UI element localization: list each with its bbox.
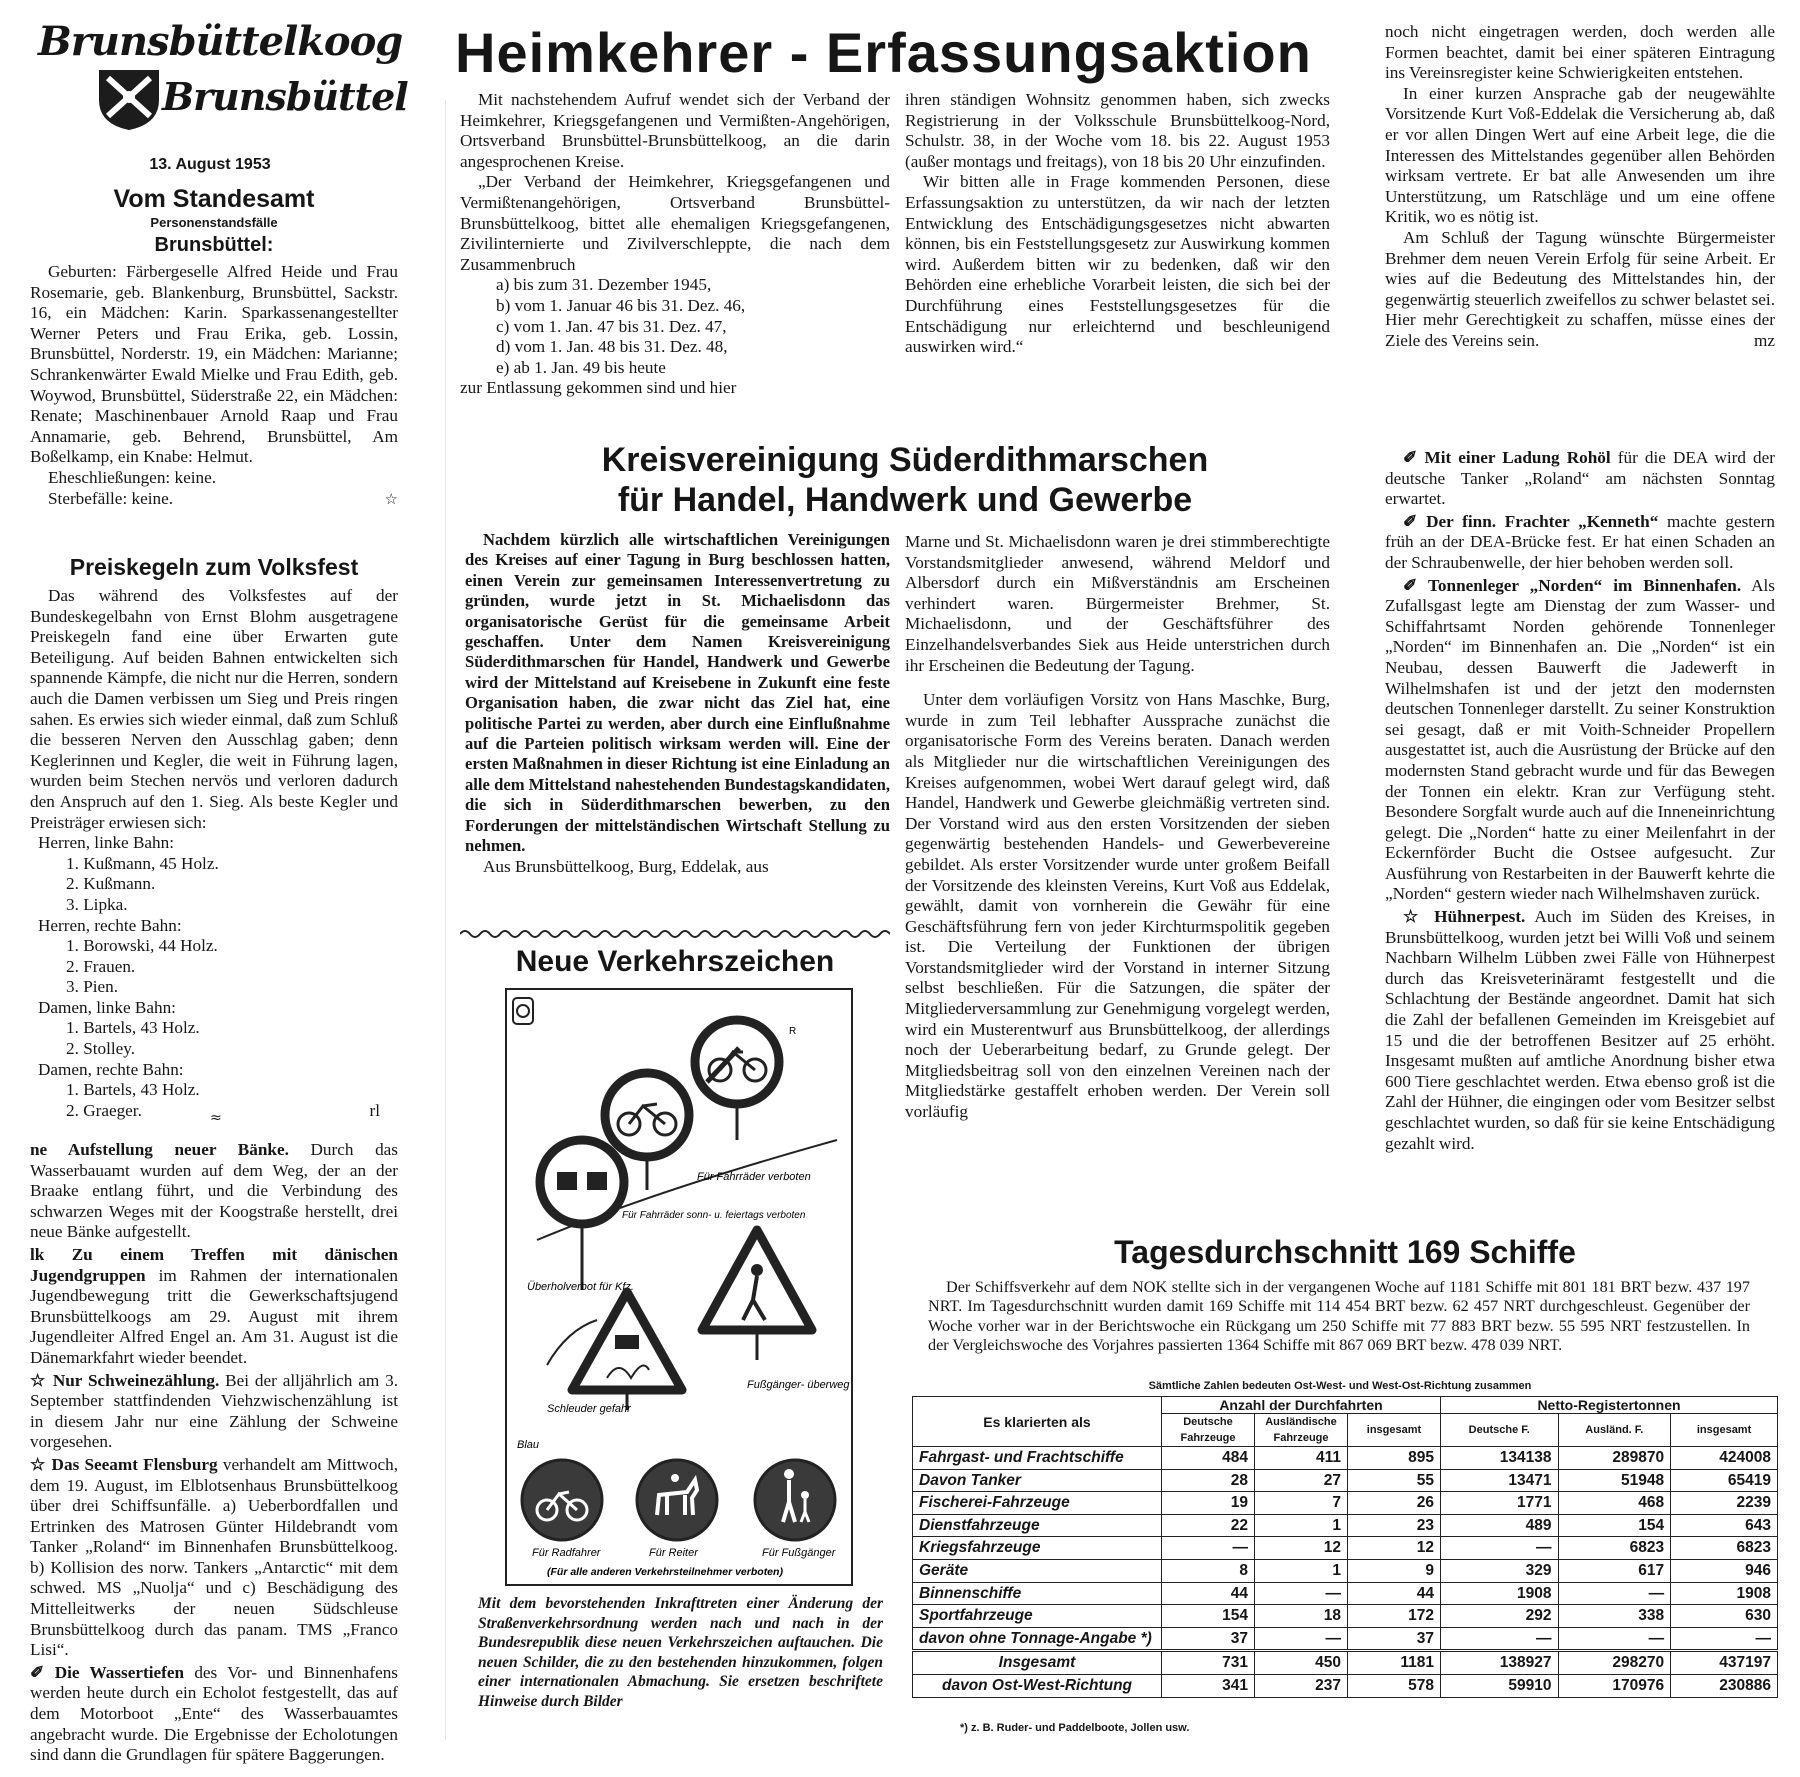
- table-subheader: Deutsche F.: [1441, 1414, 1559, 1447]
- news-item: [30, 1140, 398, 1243]
- table-row-label: Sportfahrzeuge: [913, 1605, 1162, 1628]
- schiffe-body-text: Der Schiffsverkehr auf dem NOK stellte sich in der vergangenen Woche auf 1181 Schiffe mit 801 181 BRT bezw. 437 197 NRT. Im Tagesdurchschnitt wurden damit 169 Schiffe mit 114 454 BRT bezw. 62 457 NRT durchgeschleust. Gegenüber der Woche vorher war in der Berichtswoche ein Rückgang um 250 Schiffe mit 77 883 BRT bezw. 55 595 NRT festzustellen. In der Vergleichswoche des Vorjahres passierten 1364 Schiffe mit 867 069 BRT bezw. 478 039 NRT.: [928, 1278, 1750, 1355]
- table-header-group: Anzahl der Durchfahrten: [1162, 1397, 1441, 1414]
- table-cell: 450: [1255, 1651, 1348, 1675]
- table-subheader: Deutsche Fahrzeuge: [1162, 1414, 1255, 1447]
- table-cell: 9: [1348, 1559, 1441, 1582]
- sign-label: Blau: [517, 1439, 540, 1451]
- news-item-text: verhandelt am Mittwoch, dem 19. August, im Elblotsenhaus Brunsbüttelkoog über drei Schiffsunfälle. a) Ueberbordfallen und Ertrinken des Matrosen Günter Hildebrandt vom Tanker „Roland“ im Binnenhafen Brunsbüttelkoog. b) Kollision des norw. Tankers „Antarctic“ mit dem schwed. MS „Nuolja“ und c) Beschädigung des Mittelleitwerks der neuen Südschleuse Brunsbüttelkoog durch das panam. TMS „Franco Lisi“.: [30, 1454, 398, 1660]
- table-cell: 484: [1162, 1447, 1255, 1470]
- table-row: [913, 1447, 1778, 1470]
- kreisverein-col2: [905, 532, 1330, 1123]
- table-cell: 341: [1162, 1674, 1255, 1697]
- table-cell: 424008: [1671, 1447, 1778, 1470]
- masthead: [30, 18, 408, 136]
- table-row-label: davon Ost-West-Richtung: [913, 1674, 1162, 1697]
- table-cell: 1908: [1441, 1582, 1559, 1605]
- standesamt-deaths: [30, 489, 398, 510]
- heimkehrer-intro: Mit nachstehendem Aufruf wendet sich der Verband der Heimkehrer, Kriegsgefangenen und Vermißten-Angehörigen, Ortsverband Brunsbüttel-Brunsbüttelkoog, an die darin angesprochenen Kreise.: [460, 90, 890, 171]
- footpath-sign-icon: [755, 1460, 835, 1540]
- table-cell: 489: [1441, 1514, 1559, 1537]
- kegeln-group-label: Damen, rechte Bahn:: [38, 1059, 184, 1079]
- sign-label: Für Radfahrer: [532, 1547, 601, 1559]
- table-cell: 55: [1348, 1469, 1441, 1492]
- masthead-line1: Brunsbüttelkoog: [38, 18, 403, 65]
- table-cell: 154: [1558, 1514, 1671, 1537]
- news-item-lead: ✐ Die Wassertiefen: [30, 1662, 185, 1682]
- table-row-label: Fischerei-Fahrzeuge: [913, 1492, 1162, 1515]
- table-cell: 437197: [1671, 1651, 1778, 1675]
- table-row: [913, 1492, 1778, 1515]
- kegeln-group-label: Herren, linke Bahn:: [38, 833, 175, 853]
- table-cell: 338: [1558, 1605, 1671, 1628]
- table-cell: 27: [1255, 1469, 1348, 1492]
- schiffe-table-wrap: [912, 1396, 1778, 1698]
- table-cell: —: [1255, 1627, 1348, 1651]
- table-cell: 468: [1558, 1492, 1671, 1515]
- table-cell: —: [1255, 1582, 1348, 1605]
- kreisverein-header: [455, 440, 1355, 520]
- right-top-sign: mz: [1754, 330, 1775, 350]
- table-subheader: insgesamt: [1671, 1414, 1778, 1447]
- table-cell: 44: [1348, 1582, 1441, 1605]
- table-cell: —: [1441, 1627, 1559, 1651]
- table-row: [913, 1582, 1778, 1605]
- kegeln-result: 2. Frauen.: [66, 956, 136, 976]
- kegeln-result: 1. Bartels, 43 Holz.: [66, 1018, 200, 1038]
- kegeln-group-label: Herren, rechte Bahn:: [38, 915, 182, 935]
- table-row-label: Dienstfahrzeuge: [913, 1514, 1162, 1537]
- news-item-lead: ☆ Nur Schweinezählung.: [30, 1370, 220, 1390]
- table-cell: 65419: [1671, 1469, 1778, 1492]
- news-item-lead: ne Aufstellung neuer Bänke.: [30, 1140, 289, 1159]
- right-top-p3: [1385, 228, 1775, 352]
- table-cell: 1: [1255, 1514, 1348, 1537]
- kegeln-results: [30, 833, 398, 1121]
- table-row: [913, 1605, 1778, 1628]
- schiffe-title: Tagesdurchschnitt 169 Schiffe: [1114, 1234, 1576, 1270]
- news-item-text: Als Zufallsgast legte am Dienstag der zum Wasser- und Schiffahrtsamt Norden gehörende Tonnenleger „Norden“ im Binnenhafen an. Die „Norden“ ist ein Neubau, dessen Bauwerft die Jadewerft in Wilhelmshafen ist und der jetzt den modernsten deutschen Tonnenleger darstellt. Zu seiner Konstruktion sei gesagt, daß er mit Voith-Schneider Propellern ausgestattet ist, auch die Ausrüstung der Brücke auf den modernsten Stand gebracht wurde und für das Bewegen der Tonnen ein elektr. Kran zur Verfügung steht. Besondere Sorgfalt wurde auch auf die Inneneinrichtung gelegt. Die „Norden“ hatte zu einer Meilenfahrt in der Eckernförder Bucht die Ostsee aufgesucht. Zur Ausführung von Restarbeiten in der Bauwerft kehrte die „Norden“ gestern wieder nach Wilhelmshaven zurück.: [1385, 575, 1775, 904]
- heimkehrer-date: c) vom 1. Jan. 47 bis 31. Dez. 47,: [496, 316, 727, 336]
- table-cell: 237: [1255, 1674, 1348, 1697]
- table-cell: 44: [1162, 1582, 1255, 1605]
- news-item: [30, 1245, 398, 1369]
- table-cell: 37: [1162, 1627, 1255, 1651]
- table-cell: 12: [1255, 1537, 1348, 1560]
- table-cell: 289870: [1558, 1447, 1671, 1470]
- heimkehrer-col2: [905, 90, 1330, 358]
- table-cell: 13471: [1441, 1469, 1559, 1492]
- news-item: [30, 1663, 398, 1766]
- news-item-text: des Vor- und Binnenhafens werden heute durch ein Echolot festgestellt, das auf dem Motorboot „Ente“ des Wasserbauamtes angebracht wurde. Die Ergebnisse der Echolotungen sind dann die Grundlagen für spätere Baggerungen.: [30, 1662, 398, 1765]
- table-cell: 51948: [1558, 1469, 1671, 1492]
- table-cell: 22: [1162, 1514, 1255, 1537]
- table-row: [913, 1559, 1778, 1582]
- news-item-text: für die DEA wird der deutsche Tanker „Roland“ am nächsten Sonntag erwartet.: [1385, 448, 1775, 509]
- kreisverein-p2: Unter dem vorläufigen Vorsitz von Hans Maschke, Burg, wurde in zum Teil lebhafter Aussprache zunächst die organisatorische Form des Vereins beraten. Danach werden als Mitglieder nur die wirtschaftlichen Vereinigungen des Kreises aufgenommen, wobei Wert darauf gelegt wird, daß Handel, Handwerk und Gewerbe gleichmäßig vertreten sind. Der Vorstand wird aus den ersten Vorsitzenden der sieben gegenwärtig bestehenden Handels- und Gewerbevereine gebildet. Als erster Vorsitzender wurde unter großem Beifall der Vorsitzende des kleinsten Vereins, Kurt Voß aus Eddelak, gewählt, damit von vornherein die Gewähr für eine Geschäftsführung fern von jeder Kirchturmspolitik gegeben ist. Die Verteilung der Funktionen der übrigen Vorstandsmitglieder wird der Vorstand in interner Sitzung selbst beschließen. Für die Satzungen, die später der Mitgliederversammlung zur Genehmigung vorgelegt werden, wird ein Musterentwurf aus Brunsbüttelkoog, der allerdings noch der Ueberarbeitung bedarf, zu Grunde gelegt. Der Mitgliedsbeitrag soll von den einzelnen Vereinen nach der Mitgliedstärke gestaffelt erhoben werden. Der Verein soll vorläufig: [905, 690, 1330, 1122]
- masthead-date: 13. August 1953: [149, 156, 271, 173]
- news-item-lead: ☆ Hühnerpest.: [1403, 907, 1526, 927]
- sign-label: Fußgänger- überweg: [747, 1379, 850, 1391]
- news-item-text: im Rahmen der internationalen Jugendbewegung tritt die Gewerkschaftsjugend Brunsbüttelkoogs am 29. August mit ihrem Jugendleiter Alfred Engel an. Am 31. August ist die Dänemarkfahrt wieder beendet.: [30, 1265, 398, 1367]
- table-row: [913, 1469, 1778, 1492]
- news-item: [1385, 512, 1775, 574]
- right-news-section: [1385, 448, 1775, 1154]
- heimkehrer-col2b: Wir bitten alle in Frage kommenden Personen, diese Erfassungsaktion zu unterstützen, da wir nach der letzten Entwicklung des Entschädigungsgesetzes nicht abwarten können, bis ein Feststellungsgesetz zur Auswirkung kommen wird. Außerdem bitten wir zu bedenken, daß wir den Behörden eine erhebliche Vorarbeit leisten, die sich bei der Durchführung eines Feststellungsgesetzes für die Entschädigung nur erleichternd und beschleunigend auswirken wird.“: [905, 172, 1330, 357]
- schiffe-body: [928, 1278, 1750, 1356]
- kegeln-body: Das während des Volksfestes auf der Bundeskegelbahn von Ernst Blohm ausgetragene Preiskegeln fand eine über Erwarten gute Beteiligung. Auf beiden Bahnen entwickelten sich spannende Kämpfe, die nicht nur die Herren, sondern auch die Damen verbissen um Sieg und Preis ringen sahen. Es erwies sich wieder einmal, daß zum Schluß die besseren Nerven den Ausschlag gaben; denn Keglerinnen und Kegler, die weit in Führung lagen, wurden beim Stechen nervös und verloren dadurch den Anspruch auf den 1. Sieg. Als beste Kegler und Preisträger erwiesen sich:: [30, 586, 398, 832]
- kegeln-result: 1. Bartels, 43 Holz.: [66, 1080, 200, 1100]
- table-cell: 329: [1441, 1559, 1559, 1582]
- kegeln-result: 1. Borowski, 44 Holz.: [66, 936, 218, 956]
- heimkehrer-col1: [460, 90, 890, 399]
- table-cell: —: [1558, 1627, 1671, 1651]
- moped-sign-icon: [605, 1073, 689, 1157]
- table-cell: 1181: [1348, 1651, 1441, 1675]
- table-subheader: Ausländische Fahrzeuge: [1255, 1414, 1348, 1447]
- schiffe-table: [912, 1396, 1778, 1698]
- table-cell: 7: [1255, 1492, 1348, 1515]
- news-item-lead: ☆ Das Seeamt Flensburg: [30, 1454, 218, 1474]
- heimkehrer-col2a: ihren ständigen Wohnsitz genommen haben, sich zwecks Registrierung in der Volksschule Brunsbüttelkoog-Nord, Schulstr. 38, in der Woche vom 18. bis 22. August 1953 (außer montags und freitags), von 18 bis 20 Uhr einzufinden.: [905, 90, 1330, 171]
- table-cell: 895: [1348, 1447, 1441, 1470]
- table-cell: 28: [1162, 1469, 1255, 1492]
- news-item-text: Bei der alljährlich am 3. September stattfindenden Viehzwischenzählung ist in diesem Jahr nur eine Zählung der Schweine vorgesehen.: [30, 1370, 398, 1452]
- kegeln-group-label: Damen, linke Bahn:: [38, 997, 176, 1017]
- sign-note: R: [789, 1026, 797, 1037]
- table-cell: 37: [1348, 1627, 1441, 1651]
- table-cell: 1908: [1671, 1582, 1778, 1605]
- standesamt-subtitle: Personenstandsfälle: [150, 215, 278, 230]
- right-top-p1: noch nicht eingetragen werden, doch werden alle Formen beachtet, damit bei einer späteren Eintragung ins Vereinsregister keine Schwierigkeiten entstehen.: [1385, 22, 1775, 83]
- table-row-label: Insgesamt: [913, 1651, 1162, 1675]
- kegeln-group-list: [30, 854, 398, 916]
- table-cell: 292: [1441, 1605, 1559, 1628]
- table-cell: 1: [1255, 1559, 1348, 1582]
- kreisverein-lead-end: Aus Brunsbüttelkoog, Burg, Eddelak, aus: [483, 856, 769, 876]
- table-row-label: Kriegsfahrzeuge: [913, 1537, 1162, 1560]
- heimkehrer-date: a) bis zum 31. Dezember 1945,: [496, 275, 712, 295]
- news-item-lead: ✐ Der finn. Frachter „Kenneth“: [1403, 511, 1659, 531]
- table-cell: 617: [1558, 1559, 1671, 1582]
- table-cell: 8: [1162, 1559, 1255, 1582]
- kreisverein-lead: Nachdem kürzlich alle wirtschaftlichen Vereinigungen des Kreises auf einer Tagung in Burg beschlossen hatten, einen Verein zur gemeinsamen Interessenvertretung zu gründen, wurde jetzt in St. Michaelisdonn das organisatorische Gerüst für die gemeinsame Arbeit geschaffen. Unter dem Namen Kreisvereinigung Süderdithmarschen für Handel, Handwerk und Gewerbe wird der Mittelstand auf Kreisebene in Zukunft eine feste Organisation haben, die zwar nicht das Ziel hat, eine politische Partei zu werden, aber durch eine Einflußnahme auf die Parteien politisch wirksam werden will. Eine der ersten Maßnahmen in dieser Richtung ist eine Einladung an alle dem Mittelstand nahestehenden Bundestagskandidaten, die sich in Süderdithmarschen bewerben, zu den Forderungen der mittelständischen Wirtschaft Stellung zu nehmen.: [465, 530, 890, 856]
- kegeln-result: 2. Stolley.: [66, 1039, 136, 1059]
- table-row-label: Davon Tanker: [913, 1469, 1162, 1492]
- news-item: [30, 1455, 398, 1661]
- news-item: [30, 1371, 398, 1453]
- table-cell: 134138: [1441, 1447, 1559, 1470]
- kegeln-result: 3. Pien.: [66, 977, 119, 997]
- kreisverein-title2: für Handel, Handwerk und Gewerbe: [617, 481, 1193, 519]
- table-cell: 6823: [1671, 1537, 1778, 1560]
- standesamt-births: Geburten: Färbergeselle Alfred Heide und Frau Rosemarie, geb. Blankenburg, Brunsbüttel, Sackstr. 16, ein Mädchen: Karin. Sparkassenangestellter Werner Peters und Frau Erika, geb. Lossin, Brunsbüttel, Norderstr. 19, ein Mädchen: Marianne; Schrankenwärter Ewald Mielke und Frau Edith, geb. Woywod, Brunsbüttel, Süderstraße 22, ein Mädchen: Renate; Maschinenbauer Arnold Raap und Frau Annamarie, geb. Behrend, Brunsbüttel, Am Boßelkamp, ein Knabe: Helmut.: [30, 262, 398, 467]
- heimkehrer-dates: [460, 275, 890, 378]
- kreisverein-p1: Marne und St. Michaelisdonn waren je drei stimmberechtigte Vorstandsmitglieder anwesend, während Meldorf und Albersdorf durch ein Mißverständnis am Erscheinen verhindert waren. Bürgermeister Brehmer, St. Michaelisdonn, und der Geschäftsführer des Einzelhandelsverbandes Siek aus Heide unterstrichen durch ihr Erscheinen die Bedeutung der Tagung.: [905, 532, 1330, 675]
- table-cell: 1771: [1441, 1492, 1559, 1515]
- coat-of-arms-icon: [94, 66, 164, 132]
- kegeln-result-text: 2. Graeger.: [66, 1100, 142, 1120]
- table-subheader: Ausländ. F.: [1558, 1414, 1671, 1447]
- logo-icon: [513, 998, 533, 1024]
- verkehr-title: Neue Verkehrszeichen: [515, 945, 835, 978]
- table-cell: 578: [1348, 1674, 1441, 1697]
- table-cell: 2239: [1671, 1492, 1778, 1515]
- news-item-text: Durch das Wasserbauamt wurden auf dem Weg, der an der Braake entlang führt, und die Verbindung des schwarzen Weges mit der Koogstraße herstellt, drei neue Bänke aufgestellt.: [30, 1140, 398, 1242]
- kreisverein-lead-col: [465, 530, 890, 877]
- table-cell: 138927: [1441, 1651, 1559, 1675]
- standesamt-section: [30, 184, 398, 509]
- table-cell: 172: [1348, 1605, 1441, 1628]
- table-cell: 643: [1671, 1514, 1778, 1537]
- table-cell: 23: [1348, 1514, 1441, 1537]
- star-icon: ☆: [384, 489, 398, 508]
- kreisverein-title1: Kreisvereinigung Süderdithmarschen: [601, 441, 1209, 479]
- news-item-lead: lk Zu einem Treffen mit dänischen Jugendgruppen: [30, 1244, 398, 1285]
- news-item: [1385, 576, 1775, 906]
- kegeln-section: [30, 552, 398, 1121]
- table-total-row: [913, 1651, 1778, 1675]
- table-subheader: insgesamt: [1348, 1414, 1441, 1447]
- masthead-line2: Brunsbüttel: [162, 74, 408, 119]
- table-body: [913, 1447, 1778, 1698]
- table-cell: 18: [1255, 1605, 1348, 1628]
- skid-danger-sign-icon: [572, 1292, 682, 1390]
- standesamt-marriages: Eheschließungen: keine.: [48, 467, 216, 487]
- kegeln-title: Preiskegeln zum Volksfest: [69, 554, 359, 580]
- news-item-text: Auch im Süden des Kreises, in Brunsbüttelkoog, wurden jetzt bei Willi Voß und seinem Nachbarn Wilhelm Lübben zwei Fälle von Hühnerpest durch das Kreisveterinäramt festgestellt und die Schlachtung der Bestände angeordnet. Damit hat sich die Zahl der befallenen Gemeinden im Kreisgebiet auf 15 und die der betroffenen Besitzer auf 25 erhöht. Insgesamt mußten auf amtliche Anordnung bisher etwa 600 Tiere geschlachtet werden. Etwa ebenso groß ist die Zahl der Hühner, die eingingen oder vom Besitzer selbst geschlachtet wurden, so daß für sie keine Entschädigung gezahlt wird.: [1385, 907, 1776, 1153]
- sign-label: Für Reiter: [649, 1547, 698, 1559]
- right-top-p3-text: Am Schluß der Tagung wünschte Bürgermeister Brehmer dem neuen Verein Erfolg für seine Arbeit. Er wies auf die Bedeutung des Mittelstandes hin, der gegenwärtig steuerlich zweifellos zu schwer belastet sei. Hier mehr Gerechtigkeit zu schaffen, müsse eines der Ziele des Vereins sein.: [1385, 227, 1775, 350]
- news-item-lead: ✐ Tonnenleger „Norden“ im Binnenhafen.: [1403, 575, 1742, 595]
- column-rule: [445, 100, 446, 1740]
- table-cell: 26: [1348, 1492, 1441, 1515]
- heimkehrer-quote: „Der Verband der Heimkehrer, Kriegsgefangenen und Vermißtenangehörigen, Ortsverband Brunsbüttel-Brunsbüttelkoog, bittet alle ehemaligen Kriegsgefangenen, Zivilinternierte und Zivilverschleppte, die nach dem Zusammenbruch: [460, 172, 890, 274]
- table-cell: 411: [1255, 1447, 1348, 1470]
- table-cell: 170976: [1558, 1674, 1671, 1697]
- right-top-p2: In einer kurzen Ansprache gab der neugewählte Vorsitzende Kurt Voß-Eddelak die Versicherung ab, daß er vor allen Dingen Wert auf eine Arbeit lege, die die Interessen des Mittelstandes gegenüber allen Behörden wirksam vertrete. Er bat alle Anwesenden um ihre Unterstützung, um Ratschläge und um eine offene Kritik, wo es nötig ist.: [1385, 83, 1775, 227]
- kegeln-group-list: [30, 1018, 398, 1059]
- table-cell: 946: [1671, 1559, 1778, 1582]
- table-row-label: Binnenschiffe: [913, 1582, 1162, 1605]
- table-cell: 19: [1162, 1492, 1255, 1515]
- kegeln-sign: rl: [369, 1100, 380, 1120]
- table-header-class: Es klarierten als: [913, 1397, 1162, 1447]
- table-row: [913, 1627, 1778, 1651]
- sign-label: Für Fahrräder verboten: [697, 1171, 811, 1183]
- traffic-signs-panel: [505, 988, 853, 1586]
- table-cell: 12: [1348, 1537, 1441, 1560]
- table-cell: 6823: [1558, 1537, 1671, 1560]
- news-item: [1385, 907, 1775, 1154]
- standesamt-title: Vom Standesamt: [113, 185, 315, 213]
- kegeln-result: 2. Kußmann.: [66, 874, 156, 894]
- standesamt-deaths-text: Sterbefälle: keine.: [48, 488, 174, 508]
- heimkehrer-after: zur Entlassung gekommen sind und hier: [460, 378, 737, 398]
- bicycle-sign-icon: [695, 1020, 779, 1104]
- table-row: [913, 1514, 1778, 1537]
- table-row-label: Geräte: [913, 1559, 1162, 1582]
- table-row-label: davon ohne Tonnage-Angabe *): [913, 1627, 1162, 1651]
- heimkehrer-date: e) ab 1. Jan. 49 bis heute: [496, 357, 666, 377]
- pedestrian-crossing-sign-icon: [702, 1230, 812, 1330]
- heimkehrer-title: Heimkehrer - Erfassungsaktion: [455, 21, 1312, 84]
- cycle-path-sign-icon: [522, 1460, 602, 1540]
- table-cell: 230886: [1671, 1674, 1778, 1697]
- table-cell: —: [1558, 1582, 1671, 1605]
- left-news-section: [30, 1140, 398, 1766]
- table-row: [913, 1537, 1778, 1560]
- kegeln-result: 3. Lipka.: [66, 894, 128, 914]
- wavy-rule: [460, 928, 890, 940]
- verkehr-caption: Mit dem bevorstehenden Inkrafttreten einer Änderung der Straßenverkehrsordnung werden nach und nach in der Bundesrepublik diese neuen Verkehrszeichen auftauchen. Die neuen Schilder, die zu den bestehenden hinzukommen, folgen einer internationalen Abmachung. Sie ersetzen beschriftete Hinweise durch Bilder: [478, 1595, 883, 1710]
- sign-label: Überholverbot für Kfz.: [527, 1281, 634, 1293]
- table-cell: 731: [1162, 1651, 1255, 1675]
- sign-label: (Für alle anderen Verkehrsteilnehmer verboten): [547, 1566, 783, 1578]
- standesamt-place: Brunsbüttel:: [154, 234, 274, 256]
- table-cell: 630: [1671, 1605, 1778, 1628]
- sign-label: Schleuder gefahr: [547, 1403, 631, 1415]
- no-overtaking-sign-icon: [540, 1140, 624, 1224]
- table-cell: —: [1162, 1537, 1255, 1560]
- table-total-row: [913, 1674, 1778, 1697]
- schiffe-footnote: *) z. B. Ruder- und Paddelboote, Jollen usw.: [960, 1722, 1190, 1734]
- heimkehrer-date: d) vom 1. Jan. 48 bis 31. Dez. 48,: [496, 337, 728, 357]
- news-item-lead: ✐ Mit einer Ladung Rohöl: [1403, 448, 1611, 467]
- schiffe-note: Sämtliche Zahlen bedeuten Ost-West- und West-Ost-Richtung zusammen: [1148, 1380, 1532, 1392]
- table-cell: —: [1441, 1537, 1559, 1560]
- traffic-signs-figure: [507, 990, 851, 1584]
- table-header-group: Netto-Registertonnen: [1441, 1397, 1778, 1414]
- table-header-row: [913, 1397, 1778, 1414]
- table-cell: 298270: [1558, 1651, 1671, 1675]
- news-item: [1385, 448, 1775, 510]
- right-top-section: [1385, 22, 1775, 352]
- table-cell: 154: [1162, 1605, 1255, 1628]
- table-row-label: Fahrgast- und Frachtschiffe: [913, 1447, 1162, 1470]
- bridle-path-sign-icon: [637, 1460, 717, 1540]
- news-item-text: machte gestern früh an der DEA-Brücke fest. Er hat einen Schaden an der Schraubenwelle, der hier behoben werden soll.: [1385, 511, 1775, 572]
- kegeln-group-list: [30, 936, 398, 998]
- sign-label: Für Fußgänger: [762, 1547, 836, 1559]
- wave-divider-icon: ≈: [210, 1110, 222, 1126]
- kegeln-result: 1. Kußmann, 45 Holz.: [66, 853, 219, 873]
- sign-label: Für Fahrräder sonn- u. feiertags verboten: [622, 1210, 806, 1221]
- table-cell: 59910: [1441, 1674, 1559, 1697]
- table-cell: —: [1671, 1627, 1778, 1651]
- heimkehrer-date: b) vom 1. Januar 46 bis 31. Dez. 46,: [496, 295, 746, 315]
